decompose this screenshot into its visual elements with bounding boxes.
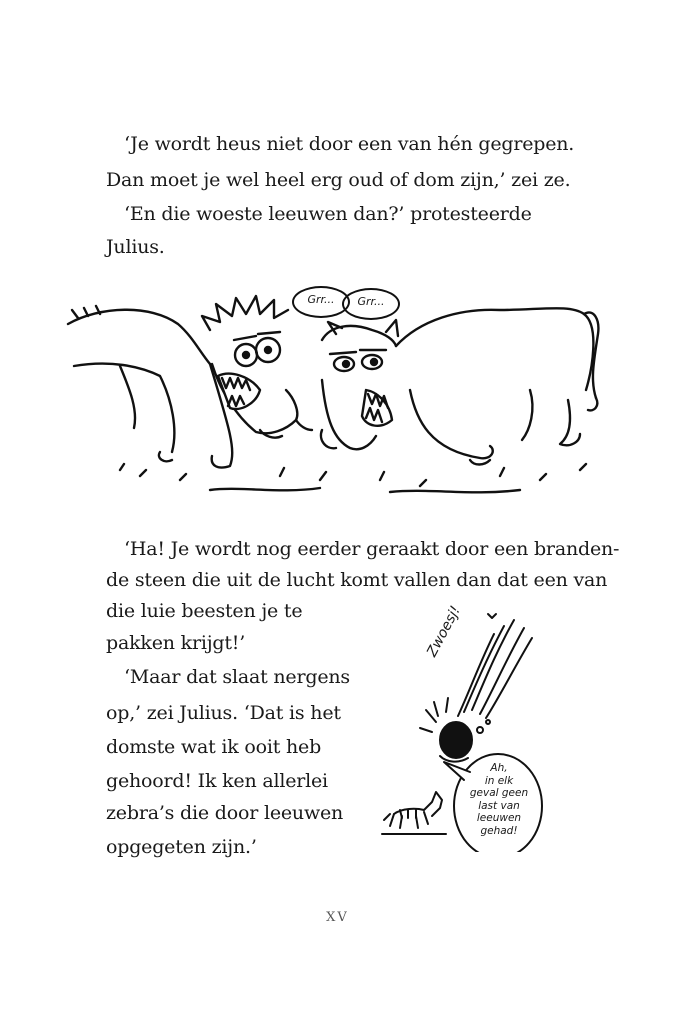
- paragraph-line: gehoord! Ik ken allerlei: [106, 770, 328, 792]
- speech-line: last van: [478, 799, 520, 812]
- speech-line: gehad!: [480, 824, 518, 837]
- paragraph-line: die luie beesten je te: [106, 600, 303, 622]
- speech-line: leeuwen: [476, 812, 522, 824]
- meteor-speech-text: [460, 762, 538, 837]
- paragraph-line: pakken krijgt!’: [106, 632, 246, 654]
- speech-bubble-right: Grr...: [342, 288, 400, 320]
- paragraph-line: Dan moet je wel heel erg oud of dom zijn,’ zei ze.: [106, 169, 571, 191]
- paragraph-line: ‘Ha! Je wordt nog eerder geraakt door een branden-: [124, 538, 620, 560]
- paragraph-line: ‘Maar dat slaat nergens: [124, 666, 350, 688]
- paragraph-line: Julius.: [106, 236, 165, 258]
- speech-line: Ah,: [490, 762, 508, 774]
- paragraph-line: domste wat ik ooit heb: [106, 736, 322, 758]
- paragraph-line: op,’ zei Julius. ‘Dat is het: [106, 702, 341, 724]
- sound-effect-text: Zwoesj!: [424, 603, 464, 660]
- page-number: XV: [326, 910, 349, 925]
- speech-line: geval geen: [469, 787, 529, 799]
- paragraph-line: de steen die uit de lucht komt vallen dan dat een van: [106, 569, 608, 591]
- paragraph-line: ‘En die woeste leeuwen dan?’ protesteerde: [124, 203, 532, 225]
- meteor-illustration: [376, 603, 566, 852]
- lions-illustration: [60, 280, 620, 500]
- speech-line: in elk: [484, 774, 514, 787]
- paragraph-line: ‘Je wordt heus niet door een van hén gegrepen.: [124, 133, 575, 155]
- speech-bubble-left: Grr...: [292, 286, 350, 318]
- paragraph-line: zebra’s die door leeuwen: [106, 802, 344, 824]
- paragraph-line: opgegeten zijn.’: [106, 836, 257, 858]
